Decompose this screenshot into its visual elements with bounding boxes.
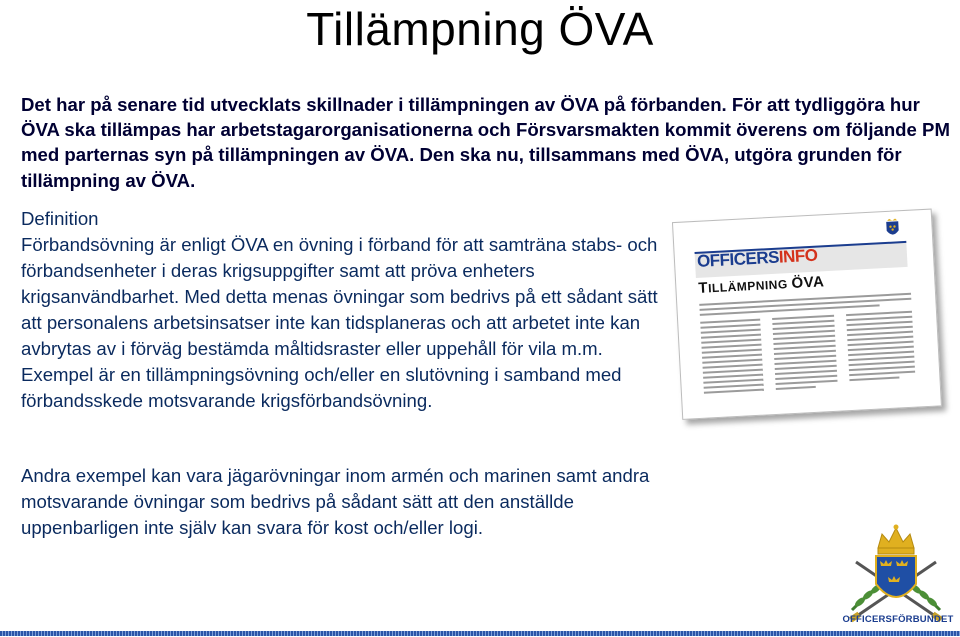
newsletter-brand-suffix: INFO (778, 245, 818, 267)
newsletter-brand-prefix: OFFICERS (696, 247, 780, 271)
footer-rule (0, 631, 960, 636)
newsletter-page (672, 209, 942, 420)
logo-label: OFFICERSFÖRBUNDET (842, 614, 954, 625)
newsletter-title-rest: ILLÄMPNING (707, 276, 792, 296)
newsletter-title-end: ÖVA (791, 273, 825, 292)
newsletter-body-lines (699, 293, 916, 408)
newsletter-crest-icon (878, 218, 907, 241)
newsletter-thumbnail (672, 208, 950, 422)
intro-paragraph: Det har på senare tid utvecklats skillnader i tillämpningen av ÖVA på förbanden. För att tydliggöra hur ÖVA ska tillämpas har arbetstagarorganisationerna och Försvarsmakten kommit överens om följande PM med parternas syn på tillämpningen av ÖVA. Den ska nu, tillsammans med ÖVA, utgöra grunden för tillämpning av ÖVA. (21, 94, 950, 191)
page-title: Tillämpning ÖVA (306, 3, 654, 55)
definition-text: Förbandsövning är enligt ÖVA en övning i förband för att samträna stabs- och förbandsenheter i deras krigsuppgifter samt att pröva enheters krigsanvändbarhet. Med detta menas övningar som bedrivs på ett sådant sätt att personalens arbetsinsatser inte kan tidsplaneras och att arbetet inte kan avbrytas av i förväg bestämda måltidsraster eller uppehåll för vila m.m. Exempel är en tillämpningsövning och/eller en slutövning i samband med förbandsskede motsvarande krigsförbandsövning. (21, 234, 658, 411)
examples-paragraph: Andra exempel kan vara jägarövningar inom armén och marinen samt andra motsvarande övningar som bedrivs på sådant sätt att den anställde uppenbarligen inte själv kan svara för kost och/eller logi. (21, 465, 650, 538)
newsletter-title-initial: T (698, 279, 709, 297)
definition-heading: Definition (21, 208, 99, 229)
